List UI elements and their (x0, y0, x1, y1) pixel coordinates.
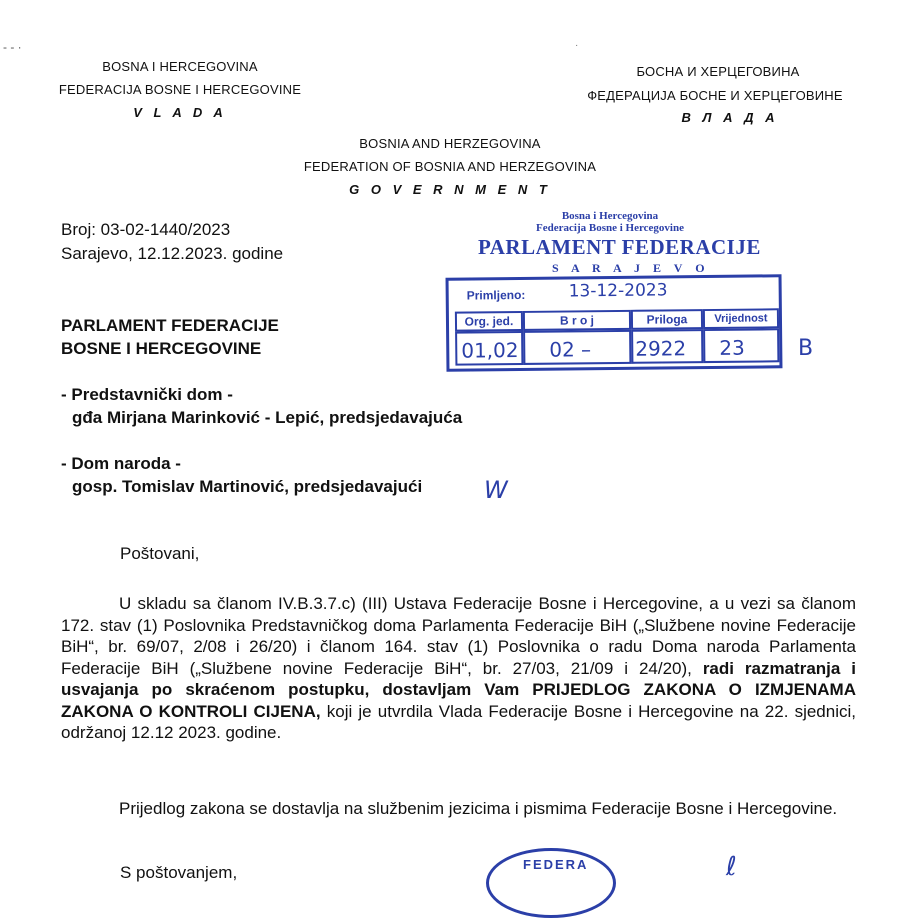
reference-number: Broj: 03-02-1440/2023 (61, 220, 231, 239)
stamp-title: PARLAMENT FEDERACIJE (478, 235, 761, 259)
signature-mark: ℓ (726, 852, 737, 882)
paragraph-1-text-b: koji je utvrdila Vlada Federacije Bosne i Hercegovine na 22. sjednici, održanoj 12.12 2023. godine. (61, 701, 856, 742)
paragraph-1-bold: radi razmatranja i usvajanja po skraćenom postupku, dostavljam Vam PRIJEDLOG ZAKONA O IZMJENAMA ZAKONA O KONTROLI CIJENA, (61, 658, 856, 721)
stamp-col-broj: B r o j (523, 310, 631, 331)
header-english-federation: FEDERATION OF BOSNIA AND HERZEGOVINA (303, 159, 597, 174)
stamp-col-priloga: Priloga (631, 309, 703, 330)
header-latin-body: V L A D A (133, 105, 227, 120)
paragraph-1 (61, 593, 856, 744)
stamp-table (446, 274, 783, 372)
header-latin-federation: FEDERACIJA BOSNE I HERCEGOVINE (58, 82, 302, 97)
header-cyrillic-body: В Л А Д А (681, 110, 779, 125)
house1-person: gđa Mirjana Marinković - Lepić, predsjedavajuća (72, 408, 463, 427)
stamp-line1: Bosna i Hercegovina (561, 210, 659, 222)
stamp-col-org: Org. jed. (455, 311, 523, 332)
stamp-value-org: 01,02 (461, 338, 519, 363)
header-cyrillic-country: БОСНА И ХЕРЦЕГОВИНА (636, 64, 800, 79)
header-latin-country: BOSNA I HERCEGOVINA (102, 59, 258, 74)
house2-person: gosp. Tomislav Martinović, predsjedavajući (72, 477, 423, 496)
stamp-received-value: 13-12-2023 (568, 280, 668, 302)
recipient-line1: PARLAMENT FEDERACIJE (61, 316, 279, 335)
scan-mark: - ‑ · (3, 40, 22, 54)
stamp-col-vrijednost: Vrijednost (703, 308, 779, 329)
recipient-line2: BOSNE I HERCEGOVINE (61, 339, 262, 358)
paragraph-2: Prijedlog zakona se dostavlja na službenim jezicima i pismima Federacije Bosne i Hercegovine. (119, 799, 838, 818)
paragraph-1-text-a: U skladu sa članom IV.B.3.7.c) (III) Ustava Federacije Bosne i Hercegovine, a u vezi sa članom 172. stav (1) Poslovnika Predstavničkog doma Parlamenta Federacije BiH („Službene novine Federacije BiH“, br. 69/07, 2/08 i 26/20) i članom 164. stav (1) Poslovnika o radu Doma naroda Parlamenta Federacije BiH („Službene novine Federacije BiH“, br. 27/03, 21/09 i 24/20), (61, 594, 856, 678)
seal-text: FEDERA (523, 857, 589, 872)
header-english-body: G O V E R N M E N T (349, 182, 551, 197)
closing: S poštovanjem, (120, 863, 238, 882)
scan-mark: · (575, 40, 579, 51)
reference-place-date: Sarajevo, 12.12.2023. godine (61, 244, 284, 263)
handwritten-initials: W (484, 476, 508, 504)
received-stamp (440, 208, 814, 373)
stamp-value-broj: 02 – (549, 337, 592, 362)
stamp-line2: Federacija Bosne i Hercegovine (536, 222, 684, 234)
house2-title: - Dom naroda - (61, 454, 181, 473)
salutation: Poštovani, (120, 544, 200, 563)
stamp-city: S A R A J E V O (552, 261, 710, 275)
header-english-country: BOSNIA AND HERZEGOVINA (359, 136, 541, 151)
house1-title: - Predstavnički dom - (61, 385, 233, 404)
header-cyrillic-federation: ФЕДЕРАЦИЈА БОСНЕ И ХЕРЦЕГОВИНЕ (587, 88, 843, 103)
official-seal (486, 848, 616, 918)
stamp-received-label: Primljeno: (466, 287, 526, 303)
stamp-value-vrijednost: 23 (719, 335, 745, 360)
stamp-value-priloga: 2922 (635, 336, 687, 361)
stamp-mark: B (798, 336, 814, 361)
